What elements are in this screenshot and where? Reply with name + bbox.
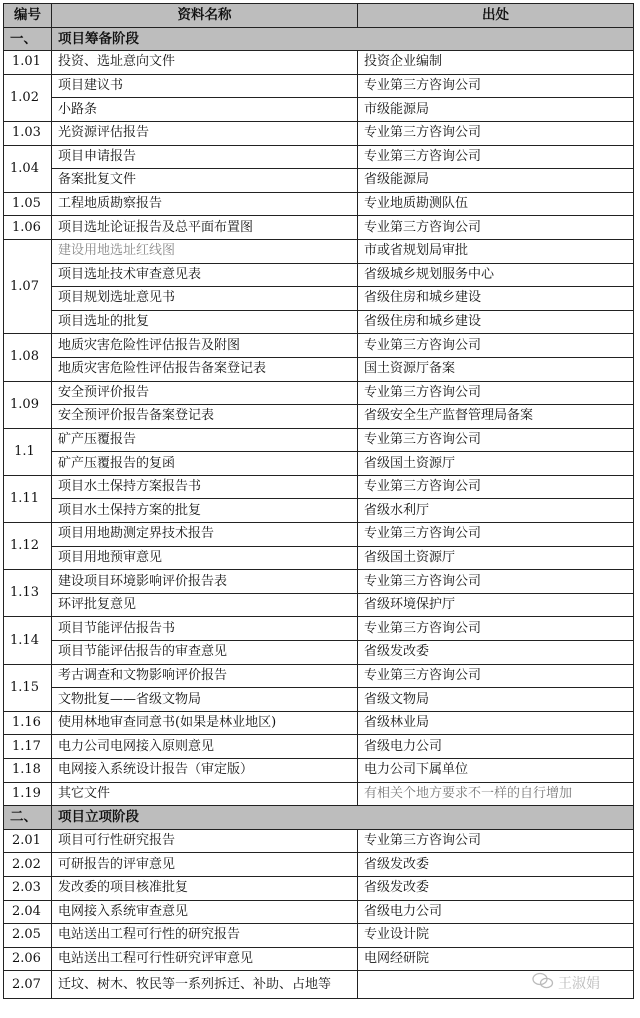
row-number: 1.14 [4, 617, 52, 664]
document-name: 电站送出工程可行性研究评审意见 [52, 947, 358, 971]
row-number: 1.09 [4, 381, 52, 428]
document-source: 省级能源局 [358, 169, 634, 193]
document-name: 项目可行性研究报告 [52, 829, 358, 853]
document-source: 有相关个地方要求不一样的自行增加 [358, 782, 634, 806]
table-row [4, 593, 634, 617]
wechat-icon [532, 972, 554, 994]
document-name: 安全预评价报告 [52, 381, 358, 405]
header-num: 编号 [4, 4, 52, 28]
document-name: 项目建议书 [52, 74, 358, 98]
watermark-text: 王淑娟 [558, 976, 600, 992]
document-name: 安全预评价报告备案登记表 [52, 405, 358, 429]
document-source: 专业第三方咨询公司 [358, 145, 634, 169]
table-row [4, 617, 634, 641]
document-name: 环评批复意见 [52, 593, 358, 617]
document-name: 工程地质勘察报告 [52, 192, 358, 216]
document-source: 省级环境保护厅 [358, 593, 634, 617]
table-row [4, 263, 634, 287]
row-number: 1.01 [4, 51, 52, 75]
table-row [4, 688, 634, 712]
table-row [4, 641, 634, 665]
document-source: 专业设计院 [358, 924, 634, 948]
table-row [4, 145, 634, 169]
document-source: 省级住房和城乡建设 [358, 287, 634, 311]
document-source: 专业第三方咨询公司 [358, 664, 634, 688]
document-source: 省级发改委 [358, 641, 634, 665]
document-name: 项目节能评估报告的审查意见 [52, 641, 358, 665]
document-name: 电网接入系统设计报告（审定版） [52, 759, 358, 783]
table-row [4, 829, 634, 853]
document-source: 专业地质勘测队伍 [358, 192, 634, 216]
table-row [4, 499, 634, 523]
document-name: 建设用地选址红线图 [52, 239, 358, 263]
row-number: 1.06 [4, 216, 52, 240]
row-number: 1.07 [4, 239, 52, 333]
table-row [4, 428, 634, 452]
document-table [3, 3, 634, 999]
table-body [4, 27, 634, 998]
document-source: 省级电力公司 [358, 735, 634, 759]
document-source: 专业第三方咨询公司 [358, 475, 634, 499]
document-source: 省级住房和城乡建设 [358, 310, 634, 334]
document-name: 电网接入系统审查意见 [52, 900, 358, 924]
document-source: 专业第三方咨询公司 [358, 74, 634, 98]
document-source: 专业第三方咨询公司 [358, 334, 634, 358]
row-number: 1.08 [4, 334, 52, 381]
row-number: 2.05 [4, 924, 52, 948]
document-name: 可研报告的评审意见 [52, 853, 358, 877]
document-name: 光资源评估报告 [52, 121, 358, 145]
document-source: 专业第三方咨询公司 [358, 570, 634, 594]
table-row [4, 216, 634, 240]
table-row [4, 782, 634, 806]
document-name: 矿产压覆报告的复函 [52, 452, 358, 476]
document-source: 投资企业编制 [358, 51, 634, 75]
row-number: 1.19 [4, 782, 52, 806]
document-source: 省级发改委 [358, 876, 634, 900]
row-number: 2.02 [4, 853, 52, 877]
row-number: 2.06 [4, 947, 52, 971]
row-number: 1.13 [4, 570, 52, 617]
document-name: 项目选址技术审查意见表 [52, 263, 358, 287]
document-name: 备案批复文件 [52, 169, 358, 193]
row-number: 1.15 [4, 664, 52, 711]
row-number: 1.03 [4, 121, 52, 145]
document-name: 项目水土保持方案报告书 [52, 475, 358, 499]
table-row [4, 523, 634, 547]
document-source: 省级国土资源厅 [358, 546, 634, 570]
document-name: 项目水土保持方案的批复 [52, 499, 358, 523]
row-number: 1.18 [4, 759, 52, 783]
document-source: 专业第三方咨询公司 [358, 381, 634, 405]
document-name: 使用林地审查同意书(如果是林业地区) [52, 711, 358, 735]
table-row [4, 876, 634, 900]
table-row [4, 947, 634, 971]
document-name: 矿产压覆报告 [52, 428, 358, 452]
document-name: 建设项目环境影响评价报告表 [52, 570, 358, 594]
section-num: 二、 [4, 806, 52, 830]
document-name: 项目节能评估报告书 [52, 617, 358, 641]
section-row [4, 27, 634, 51]
row-number: 1.17 [4, 735, 52, 759]
section-row [4, 806, 634, 830]
document-source: 省级国土资源厅 [358, 452, 634, 476]
table-row [4, 853, 634, 877]
table-row [4, 287, 634, 311]
document-source: 国土资源厅备案 [358, 357, 634, 381]
table-row [4, 664, 634, 688]
document-name: 项目用地预审意见 [52, 546, 358, 570]
row-number: 1.1 [4, 428, 52, 475]
document-name: 迁坟、树木、牧民等一系列拆迁、补助、占地等 [52, 971, 358, 999]
table-row [4, 169, 634, 193]
header-source: 出处 [358, 4, 634, 28]
document-source: 省级文物局 [358, 688, 634, 712]
document-name: 文物批复——省级文物局 [52, 688, 358, 712]
table-row [4, 546, 634, 570]
document-name: 项目选址论证报告及总平面布置图 [52, 216, 358, 240]
table-row [4, 310, 634, 334]
document-name: 地质灾害危险性评估报告及附图 [52, 334, 358, 358]
section-num: 一、 [4, 27, 52, 51]
row-number: 2.04 [4, 900, 52, 924]
table-row [4, 334, 634, 358]
document-name: 电站送出工程可行性的研究报告 [52, 924, 358, 948]
row-number: 2.07 [4, 971, 52, 999]
document-source: 专业第三方咨询公司 [358, 428, 634, 452]
document-name: 地质灾害危险性评估报告备案登记表 [52, 357, 358, 381]
table-row [4, 51, 634, 75]
document-name: 项目用地勘测定界技术报告 [52, 523, 358, 547]
table-row [4, 475, 634, 499]
document-source: 省级发改委 [358, 853, 634, 877]
section-title: 项目立项阶段 [52, 806, 634, 830]
table-row [4, 192, 634, 216]
document-source: 省级安全生产监督管理局备案 [358, 405, 634, 429]
table-row [4, 759, 634, 783]
table-row [4, 74, 634, 98]
document-source: 省级水利厅 [358, 499, 634, 523]
document-name: 其它文件 [52, 782, 358, 806]
section-title: 项目筹备阶段 [52, 27, 634, 51]
row-number: 1.12 [4, 523, 52, 570]
document-source: 专业第三方咨询公司 [358, 617, 634, 641]
document-source: 专业第三方咨询公司 [358, 829, 634, 853]
document-source: 电力公司下属单位 [358, 759, 634, 783]
document-source: 专业第三方咨询公司 [358, 523, 634, 547]
document-source: 专业第三方咨询公司 [358, 216, 634, 240]
table-row [4, 381, 634, 405]
row-number: 1.16 [4, 711, 52, 735]
table-row [4, 570, 634, 594]
table-row [4, 121, 634, 145]
document-source: 市或省规划局审批 [358, 239, 634, 263]
table-row [4, 239, 634, 263]
document-source: 专业第三方咨询公司 [358, 121, 634, 145]
table-row [4, 735, 634, 759]
document-source: 省级林业局 [358, 711, 634, 735]
document-source: 省级城乡规划服务中心 [358, 263, 634, 287]
document-name: 考古调查和文物影响评价报告 [52, 664, 358, 688]
header-name: 资料名称 [52, 4, 358, 28]
header-row [4, 4, 634, 28]
row-number: 1.11 [4, 475, 52, 522]
table-row [4, 357, 634, 381]
table-row [4, 405, 634, 429]
document-source: 电网经研院 [358, 947, 634, 971]
table-row [4, 452, 634, 476]
document-source: 市级能源局 [358, 98, 634, 122]
document-name: 投资、选址意向文件 [52, 51, 358, 75]
document-name: 项目规划选址意见书 [52, 287, 358, 311]
row-number: 1.05 [4, 192, 52, 216]
row-number: 1.04 [4, 145, 52, 192]
table-row [4, 924, 634, 948]
row-number: 1.02 [4, 74, 52, 121]
row-number: 2.03 [4, 876, 52, 900]
table-row [4, 711, 634, 735]
table-row [4, 900, 634, 924]
document-source: 省级电力公司 [358, 900, 634, 924]
document-name: 项目申请报告 [52, 145, 358, 169]
table-row [4, 98, 634, 122]
document-name: 发改委的项目核准批复 [52, 876, 358, 900]
watermark [532, 970, 628, 996]
document-name: 项目选址的批复 [52, 310, 358, 334]
document-name: 小路条 [52, 98, 358, 122]
document-name: 电力公司电网接入原则意见 [52, 735, 358, 759]
row-number: 2.01 [4, 829, 52, 853]
